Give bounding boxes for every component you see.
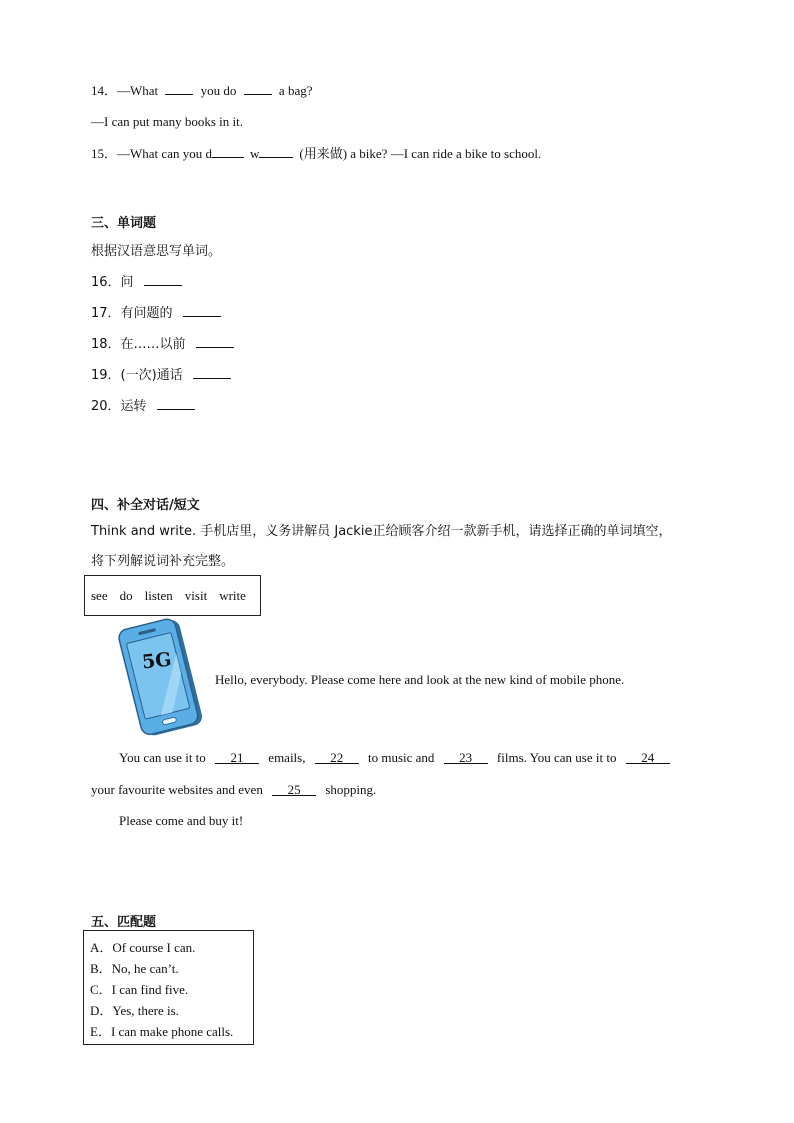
passage-line-2: your favourite websites and even 25 shopping. — [91, 782, 377, 797]
mobile-phone-icon — [112, 618, 212, 740]
blank-15b[interactable] — [259, 146, 293, 158]
blank-23[interactable]: 23 — [444, 752, 488, 764]
answer-14: —I can put many books in it. — [91, 114, 244, 129]
blank-18[interactable] — [196, 336, 234, 348]
matching-options-box — [83, 930, 254, 1045]
section-4-instruction-line2: 将下列解说词补充完整。 — [91, 554, 235, 569]
mobile-phone-illustration — [112, 618, 212, 740]
option-a: A．Of course I can. — [90, 940, 196, 955]
option-e: E．I can make phone calls. — [90, 1024, 234, 1039]
word-bank-item: do — [119, 587, 133, 603]
blank-19[interactable] — [193, 367, 231, 379]
word-bank-item: listen — [144, 587, 173, 603]
word-item-19: 19．(一次)通话 — [91, 364, 231, 383]
section-3-instruction: 根据汉语意思写单词。 — [91, 244, 222, 259]
blank-20[interactable] — [157, 398, 195, 410]
blank-21[interactable]: 21 — [215, 752, 259, 764]
section-3-title: 三、单词题 — [91, 216, 157, 231]
blank-16[interactable] — [144, 274, 182, 286]
passage-closing: Please come and buy it! — [119, 813, 244, 828]
blank-14a[interactable] — [165, 83, 193, 95]
passage-line-1: You can use it to 21 emails, 22 to music and 23 films. You can use it to 24 — [119, 750, 670, 766]
blank-22[interactable]: 22 — [315, 752, 359, 764]
option-d: D．Yes, there is. — [90, 1003, 179, 1018]
word-item-17: 17．有问题的 — [91, 302, 221, 321]
option-c: C．I can find five. — [90, 982, 189, 997]
section-4-instruction-line1: Think and write. 手机店里，义务讲解员 Jackie正给顾客介绍一款新手机，请选择正确的单词填空， — [91, 524, 672, 539]
section-5-title: 五、匹配题 — [91, 915, 157, 930]
word-item-20: 20．运转 — [91, 395, 195, 414]
blank-15a[interactable] — [212, 146, 244, 158]
blank-24[interactable]: 24 — [626, 752, 670, 764]
option-b: B．No, he can’t. — [90, 961, 179, 976]
phone-5g-label: 5G — [140, 648, 173, 674]
question-15: 15．—What can you d w (用来做) a bike? —I can ride a bike to school. — [91, 146, 542, 161]
passage-intro: Hello, everybody. Please come here and look at the new kind of mobile phone. — [215, 672, 625, 687]
word-bank — [84, 575, 261, 616]
word-bank-item: write — [219, 587, 246, 603]
question-14: 14．—What you do a bag? — [91, 83, 313, 98]
word-item-18: 18．在……以前 — [91, 333, 234, 352]
word-item-16: 16．问 — [91, 271, 182, 290]
section-4-title: 四、补全对话/短文 — [91, 498, 200, 513]
word-bank-item: visit — [184, 587, 208, 603]
blank-14b[interactable] — [244, 83, 272, 95]
word-bank-item: see — [91, 587, 108, 603]
blank-17[interactable] — [183, 305, 221, 317]
blank-25[interactable]: 25 — [272, 784, 316, 796]
